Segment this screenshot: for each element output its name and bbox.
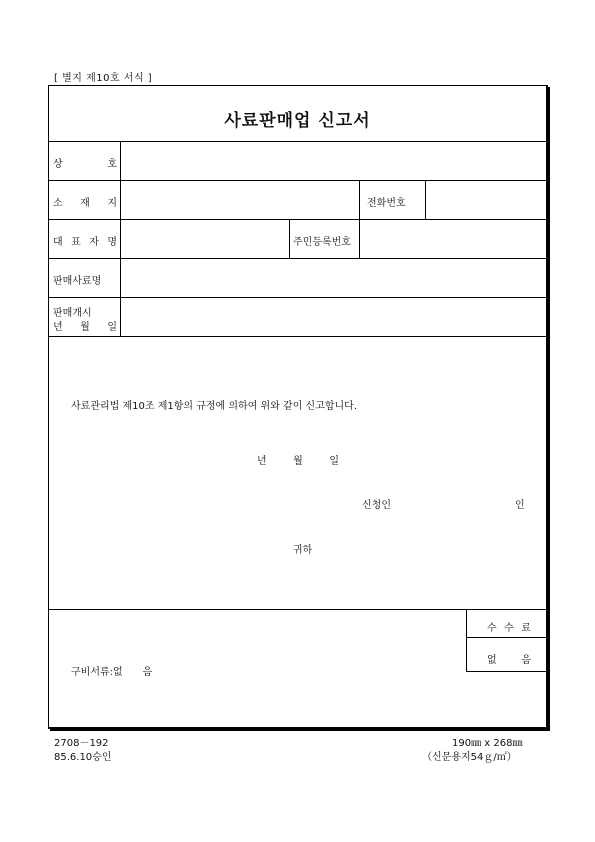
start-date-label-line2: 년 월 일	[53, 322, 117, 333]
fee-box-divider	[466, 609, 467, 671]
form-number-note: [ 별지 제10호 서식 ]	[54, 73, 153, 84]
form-code: 2708－192	[54, 738, 109, 749]
paper-spec: （신문용지54ｇ/㎡）	[422, 752, 517, 763]
seal-mark: 인	[515, 500, 525, 511]
paper-size: 190㎜ x 268㎜	[452, 738, 523, 749]
approval-date: 85.6.10승인	[54, 752, 112, 763]
business-name-field[interactable]	[121, 142, 546, 180]
fee-divider	[466, 671, 546, 672]
location-label: 소 재 지	[53, 198, 117, 209]
declaration-date: 년 월 일	[257, 456, 339, 467]
location-field[interactable]	[121, 181, 359, 219]
addressee-label: 귀하	[293, 545, 313, 556]
representative-label: 대 표 자 명	[53, 237, 117, 248]
fee-label: 수 수 료	[487, 623, 531, 634]
phone-divider	[359, 180, 360, 219]
resident-divider	[289, 219, 290, 258]
resident-no-label: 주민등록번호	[293, 237, 351, 248]
feed-name-field[interactable]	[121, 259, 546, 297]
representative-field[interactable]	[121, 220, 289, 258]
required-documents: 구비서류:없 음	[71, 667, 153, 678]
applicant-label: 신청인	[362, 500, 391, 511]
form-title: 사료판매업 신고서	[224, 111, 371, 131]
application-form	[48, 85, 548, 729]
fee-divider	[466, 637, 546, 638]
declaration-statement: 사료관리법 제10조 제1항의 규정에 의하여 위와 같이 신고합니다.	[71, 401, 358, 412]
start-date-label-line1: 판매개시	[53, 308, 92, 319]
feed-name-label: 판매사료명	[53, 276, 102, 287]
start-date-field[interactable]	[121, 298, 546, 336]
fee-value: 없 음	[487, 655, 531, 666]
row-divider	[49, 609, 546, 610]
phone-field[interactable]	[426, 181, 546, 219]
row-divider	[49, 336, 546, 337]
phone-label: 전화번호	[367, 198, 406, 209]
business-name-label: 상 호	[53, 159, 117, 170]
resident-no-field[interactable]	[360, 220, 546, 258]
